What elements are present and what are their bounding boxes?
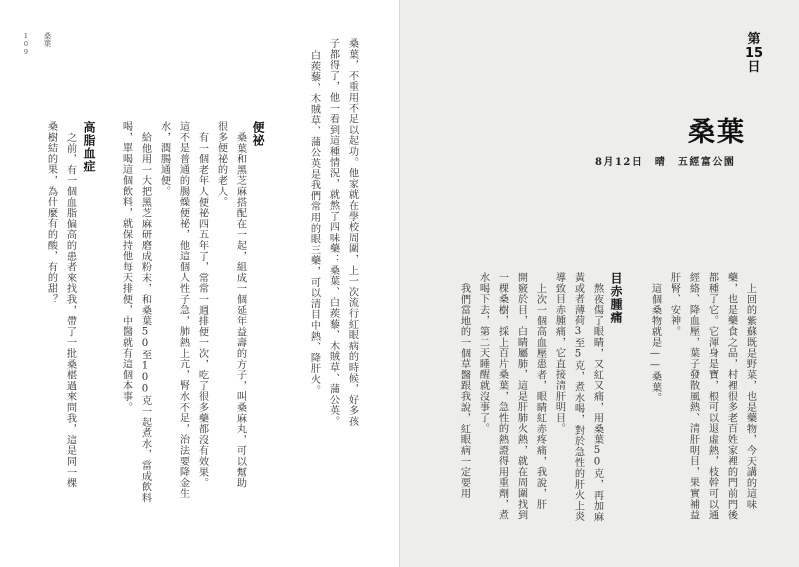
section-heading-constipation: 便祕 [251,121,265,147]
body-column: 這不是普通的腸燥便祕，他這個人性子急，肺熱上亢，腎水不足，治法要降金生 [177,121,189,499]
body-column: 黃或者薄荷3至5克，煮水喝，對於急性的肝火上炎 [572,272,584,522]
body-column: 之前，有一個血脂偏高的患者來找我，帶了一批桑椹過來問我，這是同一棵 [64,132,76,489]
body-column: 給他用一大把黑芝麻研磨成粉末，和桑葉50至100克一起煮水，當成飲料 [139,132,151,504]
body-column: 上次一個高血壓患者，眼睛紅赤疼痛，我說，肝 [534,283,546,510]
chapter-title: 桑葉 [688,117,746,148]
page-number: 109 [23,32,29,56]
day-label [734,33,774,75]
body-column: 我們當地的一個草醫跟我說，紅眼病一定要用 [458,283,470,499]
body-column: 導致目赤腫痛，它直接清肝明目。 [553,272,565,434]
body-column: 開竅於目，白睛屬肺，這是肝肺火熱，就在周圍找到 [515,272,527,521]
body-column: 肝腎、安神。 [668,272,680,337]
day-number: 15 [744,46,764,61]
running-title: 桑葉 [43,32,52,47]
body-column: 經絡、降血壓，葉子發散風熱、清肝明目，果實補益 [687,272,699,521]
body-column: 桑樹結的果，為什麼有的酸，有的甜？ [45,121,57,305]
body-column: 水，潤腸通便。 [158,121,170,197]
day-prefix: 第 [747,32,761,47]
body-column: 有一個老年人便祕四五年了，常常一週排便一次，吃了很多藥都沒有效果。 [196,132,208,489]
day-suffix: 日 [747,60,761,75]
body-column: 水喝下去，第二天睡醒就沒事了。 [477,272,489,434]
body-column: 熬夜傷了眼睛，又紅又痛，用桑葉50克，再加麻 [591,283,603,523]
body-column: 這個桑物就是——桑葉。 [649,283,661,404]
section-heading-red-eyes: 目赤腫痛 [609,272,623,324]
body-column: 很多便祕的老人。 [215,121,227,208]
body-column: 都種了它。它渾身是寶，根可以退虛熱，枝幹可以通 [706,272,718,521]
section-heading-hyperlipidemia: 高脂血症 [82,121,96,173]
body-column: 白蒺藜、木賊草、蒲公英是我們常用的眼三藥，可以清目中熱、降肝火。 [308,50,320,396]
date-line: 8月12日 晴 五經富公園 [595,157,736,168]
body-column: 桑葉和黑芝麻搭配在一起，組成一個延年益壽的方子，叫桑麻丸，可以幫助 [234,132,246,489]
body-column: 一棵桑樹，採上百片桑葉，急性的熱證得用重劑，煮 [496,272,508,521]
body-column: 子都得了，他一看到這種情況，就熬了四味藥：桑葉、白蒺藜、木賊草、蒲公英。 [327,38,339,427]
body-column: 桑葉，不重用不足以起功。他家就在學校周圍，上一次流行紅眼病的時候，好多孩 [346,38,358,427]
body-column: 藥，也是藥食之品，村裡很多老百姓家裡的門前門後 [725,272,737,521]
body-column: 喝，單喝這個飲料，就保持他每天排便，中醫就有這個本事。 [120,121,132,413]
body-column: 上回的紫蘇既是野菜，也是藥物，今天講的這味 [744,283,756,510]
